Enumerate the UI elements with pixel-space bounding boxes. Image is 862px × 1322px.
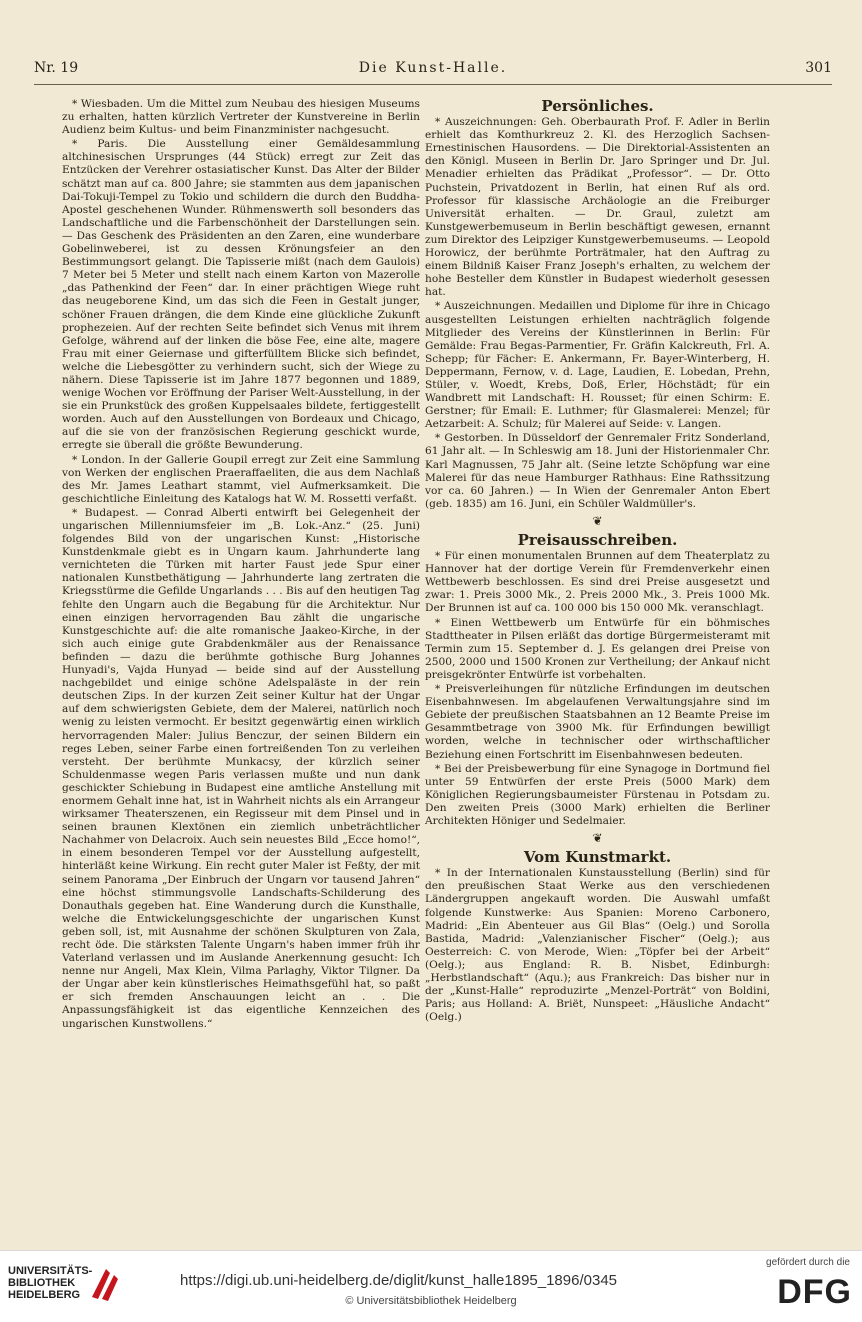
header-rule xyxy=(34,84,832,85)
article-competition-2: * Einen Wettbewerb um Entwürfe für ein böhmisches Stadttheater in Pilsen erläßt das dortige Bürgermeisteramt mit Termin zum 15. September d. J. Es gelangen drei Preise von 2500, 2000 und 1500 Kronen zur Vertheilung; der Ankauf nicht preisgekrönter Entwürfe ist vorbehalten. xyxy=(425,616,770,681)
article-competition-3: * Preisverleihungen für nützliche Erfindungen im deutschen Eisenbahnwesen. Im abgelaufenen Verwaltungsjahre sind im Gebiete der preußischen Staatsbahnen an 12 Beamte Preise im Gesammtbetrage von 3900 Mk. für Erfindungen bewilligt worden, welche in technischer oder wirthschaftlicher Beziehung einen Fortschritt im Eisenbahnwesen bedeuten. xyxy=(425,683,770,761)
section-title-competitions: Preisausschreiben. xyxy=(517,531,678,549)
issue-number: Nr. 19 xyxy=(34,60,79,76)
section-title-art-market: Vom Kunstmarkt. xyxy=(523,848,672,867)
article-london: * London. In der Gallerie Goupil erregt zur Zeit eine Sammlung von Werken der englischen Praeraffaeliten, die aus dem Nachlaß des Mr. James Leathart stammt, viel Aufmerksamkeit. Die geschichtliche Einleitung des Katalogs hat W. M. Rossetti verfaßt. xyxy=(62,453,420,505)
doi-link[interactable]: https://digi.ub.uni-heidelberg.de/diglit/kunst_halle1895_1896/0345 xyxy=(180,1272,617,1289)
article-competition-4: * Bei der Preisbewerbung für eine Synagoge in Dortmund fiel unter 59 Entwürfen der erste Preis (5000 Mark) dem Königlichen Regierungsbaumeister Fürstenau in Potsdam zu. Den zweiten Preis (3000 Mark) erhielten die Berliner Architekten Höniger und Sedelmaier. xyxy=(425,762,770,827)
right-column xyxy=(425,98,770,1025)
article-competition-1: * Für einen monumentalen Brunnen auf dem Theaterplatz zu Hannover hat der dortige Verein für Fremdenverkehr einen Wettbewerb beschlossen. Es sind drei Preise ausgesetzt und zwar: 1. Preis 3000 Mk., 2. Preis 2000 Mk., 3. Preis 1000 Mk. Der Brunnen ist auf ca. 100 000 bis 150 000 Mk. veranschlagt. xyxy=(425,550,770,615)
article-art-market: * In der Internationalen Kunstausstellung (Berlin) sind für den preußischen Staat Werke aus den verschiedenen Ländergruppen angekauft worden. Die Auswahl umfaßt folgende Kunstwerke: Aus Spanien: Moreno Carbonero, Madrid: „Ein Abenteuer aus Gil Blas“ (Oelg.) und Sorolla Bastida, Madrid: „Valenzianischer Fischer“ (Oelg.); aus Oesterreich: C. von Merode, Wien: „Töpfer bei der Arbeit“ (Oelg.); aus England: R. B. Nisbet, Edinburgh: „Herbstlandschaft“ (Aqu.); aus Frankreich: Das bisher nur in der „Kunst-Halle“ reproduzirte „Menzel-Porträt“ von Boldini, Paris; aus Holland: A. Briët, Nunspeet: „Häusliche Andacht“ (Oelg.) xyxy=(425,867,770,1024)
section-title-personal: Persönliches. xyxy=(541,97,654,115)
article-awards-1: * Auszeichnungen: Geh. Oberbaurath Prof. F. Adler in Berlin erhielt das Komthurkreuz 2. Kl. des Herzoglich Sachsen-Ernestinischen Hausordens. — Die Direktorial-Assistenten an den Königl. Museen in Berlin Dr. Jaro Springer und Dr. Jul. Menadier erhielten das Prädikat „Professor“. — Dr. Otto Puchstein, Privatdozent in Berlin, hat einen Ruf als ord. Professor für klassische Archäologie an die Freiburger Universität erhalten. — Dr. Graul, zuletzt am Kunstgewerbemuseum in Berlin beschäftigt gewesen, ernannt zum Direktor des Leipziger Kunstgewerbemuseums. — Leopold Horowicz, der berühmte Porträtmaler, hat den Auftrag zu einem Bildniß Kaiser Franz Joseph's erhalten, zu welchem der hohe Besteller dem Künstler in Budapest wiederholt gesessen hat. xyxy=(425,116,770,299)
article-deceased: * Gestorben. In Düsseldorf der Genremaler Fritz Sonderland, 61 Jahr alt. — In Schleswig am 18. Juni der Historienmaler Chr. Karl Magnussen, 75 Jahr alt. (Seine letzte Schöpfung war eine Malerei für das neue Hamburger Rathhaus: Eine Rathssitzung vor ca. 60 Jahren.) — In Wien der Genremaler Anton Ebert (geb. 1835) am 16. Juni, ein Schüler Waldmüller's. xyxy=(425,432,770,510)
article-wiesbaden: * Wiesbaden. Um die Mittel zum Neubau des hiesigen Museums zu erhalten, hatten kürzlich Vertreter der Kunstvereine in Berlin Audienz beim Kultus- und beim Finanzminister nachgesucht. xyxy=(62,98,420,137)
page-number: 301 xyxy=(805,60,832,76)
article-budapest: * Budapest. — Conrad Alberti entwirft bei Gelegenheit der ungarischen Millenniumsfeier im „B. Lok.-Anz.“ (25. Juni) folgendes Bild von der ungarischen Kunst: „Historische Kunstdenkmale giebt es in Ungarn kaum. Jahrhunderte lang vernichteten die Türken mit harter Faust jede Spur einer nationalen Kunstbethätigung — Jahrhunderte lang zertraten die Kriegsstürme die Gefilde Ungarlands . . . Bis auf den heutigen Tag fehlte den Ungarn auch die Begabung für die Architektur. Nur einen einzigen hervorragenden Bau zählt die ungarische Kunstgeschichte auf: die alte romanische Jaakeo-Kirche, in der sich auch einige gute Grabdenkmäler aus der Renaissance befinden — dazu die berühmte gothische Burg Johannes Hunyadi's, Vajda Hunyad — beide sind auf der Ausstellung nachgebildet und einige schöne Adelspaläste in der rein deutschen Zips. In der kurzen Zeit seiner Kultur hat der Ungar auf dem schwierigsten Gebiete, dem der Malerei, natürlich noch wenig zu leisten vermocht. Er besitzt gegenwärtig einen wirklich hervorragenden Maler: Julius Benczur, der seinen Bildern ein reges Leben, seiner Farbe einen fortreißenden Ton zu verleihen versteht. Der berühmte Munkacsy, der kürzlich seiner Schuldenmasse wegen Paris verlassen mußte und nun dank geschickter Schiebung in Budapest eine amtliche Anstellung mit enormem Gehalt inne hat, ist in Wahrheit nichts als ein Arrangeur wirksamer Theaterszenen, ein Regisseur mit dem Pinsel und in seinen braunen Klextönen ein ziemlich unbeträchtlicher Nachahmer von Delacroix. Auch sein neuestes Bild „Ecce homo!“, in einem besonderen Tempel vor der Ausstellung aufgestellt, hinterläßt keine Wirkung. Ein recht guter Maler ist Feßty, der mit seinem Panorama „Der Einbruch der Ungarn vor tausend Jahren“ eine höchst stimmungsvolle Landschafts-Schilderung des Donauthals gegeben hat. Eine Wanderung durch die Kunsthalle, welche die Entwickelungsgeschichte der ungarischen Kunst geben soll, ist, mit Ausnahme der schönen Skulpturen von Zala, recht öde. Die stärksten Talente Ungarn's haben immer früh ihr Vaterland verlassen und im Auslande Anerkennung gesucht: Ich nenne nur Angeli, Max Klein, Vilma Parlaghy, Viktor Tilgner. Da der Ungar aber kein künstlerisches Heimathsgefühl hat, so paßt er sich fremden Anschauungen leicht an . . Die Anpassungsfähigkeit ist das eigentliche Kennzeichen des ungarischen Kunstwollens.“ xyxy=(62,506,420,1030)
ornament-divider: ❦ xyxy=(592,513,603,528)
copyright-notice: © Universitätsbibliothek Heidelberg xyxy=(345,1295,517,1307)
ornament-divider-2: ❦ xyxy=(592,831,603,846)
funding-note: gefördert durch die xyxy=(766,1257,850,1268)
journal-title: Die Kunst-Halle. xyxy=(358,60,508,76)
article-awards-2: * Auszeichnungen. Medaillen und Diplome für ihre in Chicago ausgestellten Leistungen erhielten nachträglich folgende Mitglieder des Vereins der Künstlerinnen in Berlin: Für Gemälde: Frau Begas-Parmentier, Fr. Gräfin Kalckreuth, Frl. A. Schepp; für Fächer: E. Ankermann, Fr. Bayer-Winterberg, H. Deppermann, Fernow, v. d. Lage, Laudien, E. Lobedan, Prehn, Stüler, v. Woedt, Krebs, Doß, Erler, Höchstädt; für ein Wandbrett mit Landschaft: H. Rousset; für einen Schirm: E. Gerstner; für Email: E. Luthmer; für Glasmalerei: Menzel; für Aetzarbeit: A. Schulz; für Malerei auf Seide: v. Langen. xyxy=(425,300,770,431)
dfg-logo[interactable]: DFG xyxy=(777,1273,852,1311)
page-header xyxy=(34,60,832,82)
viewer-footer xyxy=(0,1250,862,1322)
left-column xyxy=(62,98,420,1032)
library-logo-text[interactable]: UNIVERSITÄTS- BIBLIOTHEK HEIDELBERG xyxy=(8,1265,93,1301)
article-paris: * Paris. Die Ausstellung einer Gemäldesammlung altchinesischen Ursprunges (44 Stück) erregt zur Zeit das Entzücken der Verehrer ostasiatischer Kunst. Das Alter der Bilder schätzt man auf ca. 800 Jahre; sie stammten aus dem japanischen Dai-Tokuji-Tempel zu Tokio und schildern die durch den Buddha-Apostel geschehenen Wunder. Rühmenswerth soll besonders das Landschaftliche und die Farbenschönheit der Darstellungen sein. — Das Geschenk des Präsidenten an den Zaren, eine wunderbare Gobelinweberei, ist zu dessen Krönungsfeier an den Bestimmungsort gelangt. Die Tapisserie mißt (nach dem Gaulois) 7 Meter bei 5 Meter und stellt nach einem Karton von Mazerolle „das Pathenkind der Feen“ dar. In einer prächtigen Wiege ruht das neugeborene Kind, um das sich die Feen in Gestalt junger, schöner Frauen drängen, die dem Kinde eine glückliche Zukunft prophezeien. Auf der rechten Seite befindet sich Venus mit ihrem Gefolge, während auf der linken die böse Fee, eine alte, magere Frau mit einer Geiernase und gifterfülltem Blicke sich befindet, welche die Liebesgötter zu verhindern sucht, sich der Wiege zu nähern. Diese Tapisserie ist im Jahre 1877 begonnen und 1889, wenige Wochen vor Eröffnung der Pariser Welt-Ausstellung, in der sie ein Prunkstück des großen Kuppelsaales bildete, fertiggestellt worden. Auch auf den Ausstellungen von Bordeaux und Chicago, auf die sie von der französischen Regierung geschickt wurde, erregte sie überall die größte Bewunderung. xyxy=(62,138,420,452)
